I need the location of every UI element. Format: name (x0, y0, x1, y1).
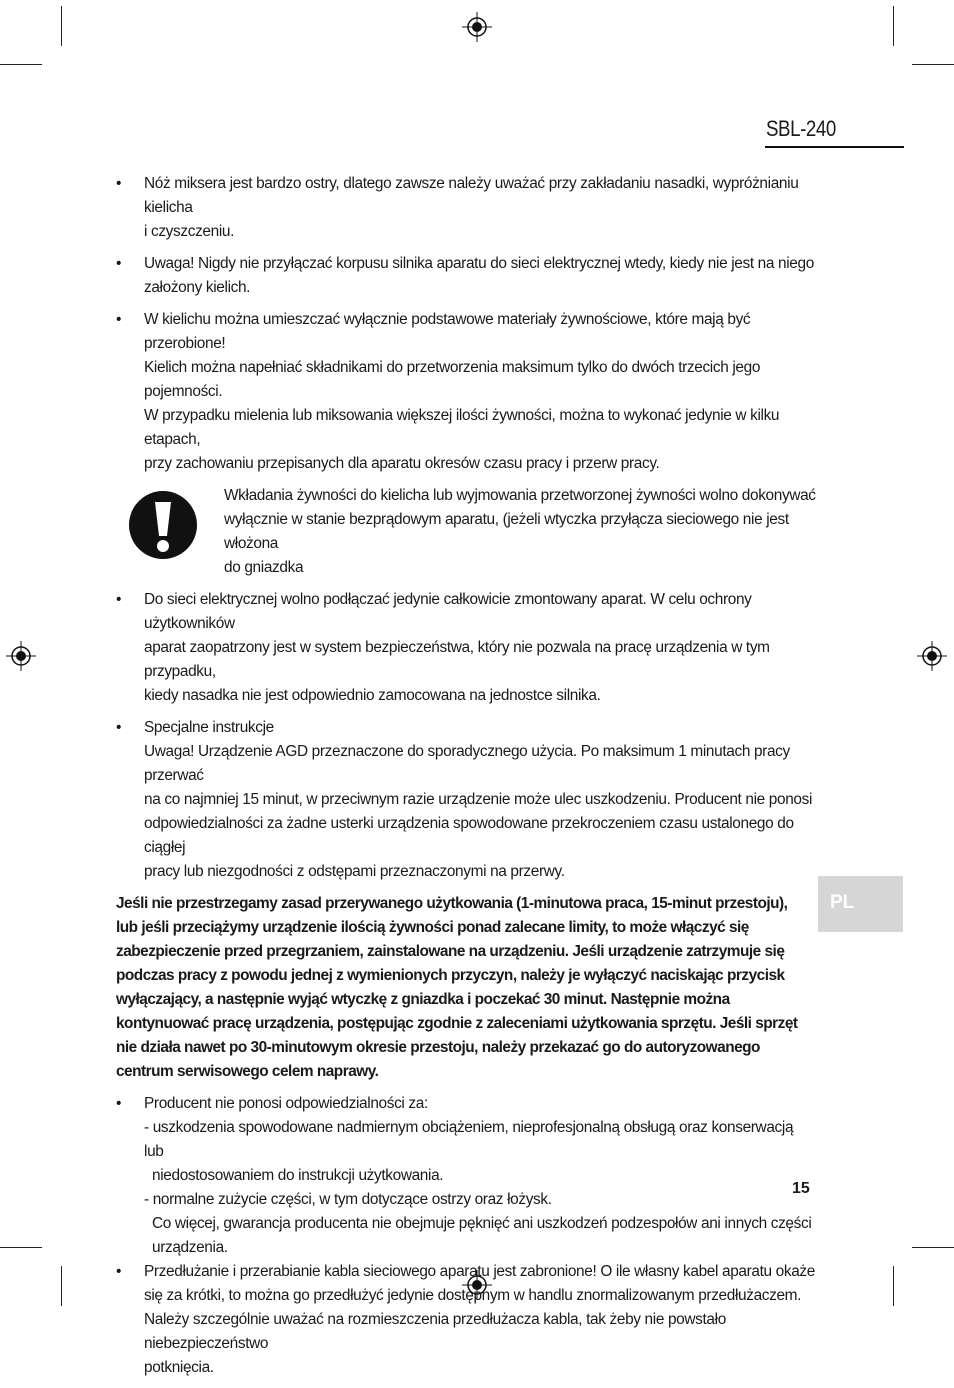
list-item (116, 1260, 816, 1380)
text-line: kontynuować pracę urządzenia, postępując zgodnie z zaleceniami użytkowania sprzętu. Jeśli sprzęt (116, 1015, 798, 1032)
crop-mark (0, 1247, 42, 1248)
text-line: lub jeśli przeciążymy urządzenie ilością żywności ponad zalecane limity, to może włączyć się (116, 919, 749, 936)
list-item (116, 716, 816, 884)
crop-mark (893, 6, 894, 46)
text-line: Producent nie ponosi odpowiedzialności za: (144, 1095, 428, 1112)
crop-mark (912, 64, 954, 65)
warning-text (224, 484, 816, 580)
bullet: • (116, 311, 122, 328)
bullet: • (116, 1095, 122, 1112)
text-line: centrum serwisowego celem naprawy. (116, 1063, 379, 1080)
text-line: założony kielich. (144, 279, 251, 296)
crop-mark (912, 1247, 954, 1248)
text-line: Nóż miksera jest bardzo ostry, dlatego zawsze należy uważać przy zakładaniu nasadki, wypróżnianiu kielicha (144, 175, 799, 216)
registration-mark-icon (917, 641, 947, 671)
text-line: Uwaga! Urządzenie AGD przeznaczone do sporadycznego użycia. Po maksimum 1 minutach pracy przerwać (144, 743, 790, 784)
text-line: na co najmniej 15 minut, w przeciwnym razie urządzenie może ulec uszkodzeniu. Producent nie ponosi (144, 791, 813, 808)
list-item (116, 308, 816, 476)
paragraph-text (144, 716, 816, 884)
paragraph-text (144, 172, 816, 244)
bullet: • (116, 719, 122, 736)
bold-warning-paragraph (116, 892, 816, 1084)
text-line: zabezpieczenie przed przegrzaniem, zainstalowane na urządzeniu. Jeśli urządzenie zatrzymuje się (116, 943, 785, 960)
registration-mark-icon (6, 641, 36, 671)
text-line: urządzenia. (152, 1239, 228, 1256)
text-line: kiedy nasadka nie jest odpowiednio zamocowana na jednostce silnika. (144, 687, 601, 704)
text-line: się za krótki, to można go przedłużyć jedynie dostępnym w handlu znormalizowanym przedłużaczem. (144, 1287, 802, 1304)
text-line: i czyszczeniu. (144, 223, 235, 240)
text-line: Kielich można napełniać składnikami do przetworzenia maksimum tylko do dwóch trzecich jego pojemności. (144, 359, 761, 400)
text-line: Specjalne instrukcje (144, 719, 274, 736)
list-item (116, 588, 816, 708)
text-line: do gniazdka (224, 559, 304, 576)
crop-mark (61, 6, 62, 46)
text-line: Jeśli nie przestrzegamy zasad przerywanego użytkowania (1-minutowa praca, 15-minut przestoju), (116, 895, 788, 912)
text-line: Co więcej, gwarancja producenta nie obejmuje pęknięć ani uszkodzeń podzespołów ani innych części (152, 1215, 812, 1232)
crop-mark (61, 1266, 62, 1306)
title-underline (765, 146, 904, 148)
text-line: Uwaga! Nigdy nie przyłączać korpusu silnika aparatu do sieci elektrycznej wtedy, kiedy nie jest na niego (144, 255, 814, 272)
bullet: • (116, 175, 122, 192)
paragraph-text (144, 1260, 816, 1380)
warning-note (128, 484, 816, 580)
list-item (116, 1092, 816, 1260)
list-item (116, 172, 816, 244)
bullet: • (116, 255, 122, 272)
text-line: niedostosowaniem do instrukcji użytkowania. (152, 1167, 444, 1184)
paragraph-text (144, 588, 816, 708)
page-number: 15 (792, 1180, 810, 1197)
text-line: W przypadku mielenia lub miksowania większej ilości żywności, można to wykonać jedynie w kilku etapach, (144, 407, 780, 448)
model-title: SBL-240 (766, 116, 836, 141)
text-line: odpowiedzialności za żadne usterki urządzenia spowodowane przekroczeniem czasu ustalonego do ciągłej (144, 815, 794, 856)
text-line: Przedłużanie i przerabianie kabla sieciowego aparatu jest zabronione! O ile własny kabel aparatu okaże (144, 1263, 815, 1280)
bullet: • (116, 591, 122, 608)
paragraph-text (144, 1092, 816, 1260)
language-tab (818, 876, 903, 932)
text-line: pracy lub niezgodności z odstępami przeznaczonymi na przerwy. (144, 863, 565, 880)
document-body (116, 172, 816, 1388)
text-line: - uszkodzenia spowodowane nadmiernym obciążeniem, nieprofesjonalną obsługą oraz konserwacją lub (144, 1119, 794, 1160)
text-line: Należy szczególnie uważać na rozmieszczenia przedłużacza kabla, tak żeby nie powstało niebezpieczeństwo (144, 1311, 726, 1352)
text-line: podczas pracy z powodu jednej z wymienionych przyczyn, należy je wyłączyć naciskając przycisk (116, 967, 785, 984)
text-line: aparat zaopatrzony jest w system bezpieczeństwa, który nie pozwala na pracę urządzenia w tym przypadku, (144, 639, 770, 680)
bullet: • (116, 1263, 122, 1280)
text-line: wyłączający, a następnie wyjąć wtyczkę z gniazdka i poczekać 30 minut. Następnie można (116, 991, 730, 1008)
paragraph-text (144, 308, 816, 476)
text-line: potknięcia. (144, 1359, 214, 1376)
crop-mark (893, 1266, 894, 1306)
exclamation-icon (128, 490, 198, 560)
crop-mark (0, 64, 42, 65)
language-label: PL (830, 892, 855, 913)
registration-mark-icon (462, 12, 492, 42)
text-line: Do sieci elektrycznej wolno podłączać jedynie całkowicie zmontowany aparat. W celu ochrony użytkowników (144, 591, 752, 632)
text-line: nie działa nawet po 30-minutowym okresie przestoju, należy przekazać go do autoryzowanego (116, 1039, 760, 1056)
text-line: W kielichu można umieszczać wyłącznie podstawowe materiały żywnościowe, które mają być przerobione! (144, 311, 751, 352)
paragraph-text (144, 252, 816, 300)
text-line: - normalne zużycie części, w tym dotyczące ostrzy oraz łożysk. (144, 1191, 552, 1208)
text-line: Wkładania żywności do kielicha lub wyjmowania przetworzonej żywności wolno dokonywać (224, 487, 816, 504)
text-line: wyłącznie w stanie bezprądowym aparatu, (jeżeli wtyczka przyłącza sieciowego nie jest włożona (224, 511, 789, 552)
list-item (116, 252, 816, 300)
text-line: przy zachowaniu przepisanych dla aparatu okresów czasu pracy i przerw pracy. (144, 455, 660, 472)
